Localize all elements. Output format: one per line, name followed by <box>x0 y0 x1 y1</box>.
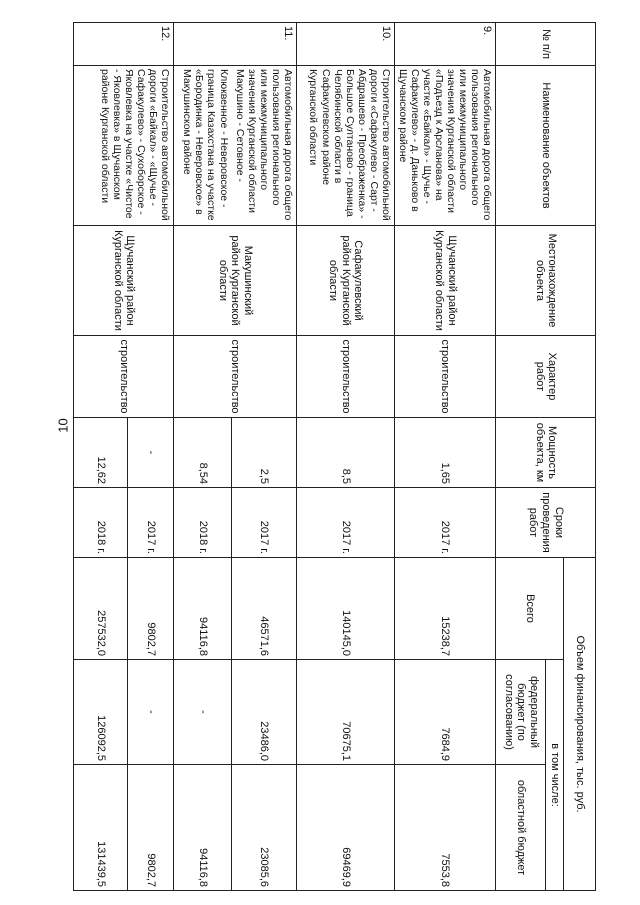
rotated-table-container <box>81 22 596 890</box>
row-regional-a: 23085,6 <box>232 765 297 891</box>
row-period-a: 2017 г. <box>128 488 174 558</box>
header-regional: областной бюджет <box>496 765 546 891</box>
row-period-b: 2018 г. <box>74 488 128 558</box>
row-location: Щучанский район Курганской области <box>74 226 174 336</box>
row-name: Автомобильная дорога общего пользования регионального или межмуниципального значения Курганской области «Подъезд к Арсланова» на участке «Байкал» - Щучье - Сафакулево» - д. Даньково в Щучанском районе <box>394 66 496 226</box>
header-financing: Объем финансирования, тыс. руб. <box>564 558 596 891</box>
row-period-a: 2017 г. <box>232 488 297 558</box>
row-total-b: 257532,0 <box>74 558 128 660</box>
row-period: 2017 г. <box>296 488 394 558</box>
row-work-type: строительство <box>296 336 394 418</box>
row-total-b: 94116,8 <box>174 558 232 660</box>
row-federal-a: 23486,0 <box>232 660 297 765</box>
row-federal-b: 126092,5 <box>74 660 128 765</box>
header-location: Местонахождение объекта <box>496 226 596 336</box>
row-total-a: 9802,7 <box>128 558 174 660</box>
page-number: 10 <box>55 418 71 433</box>
row-regional-b: 94116,8 <box>174 765 232 891</box>
header-period: Сроки проведения работ <box>496 488 596 558</box>
row-period: 2017 г. <box>394 488 496 558</box>
table-row <box>232 23 297 891</box>
header-work-type: Характер работ <box>496 336 596 418</box>
row-location: Щучанский район Курганской области <box>394 226 496 336</box>
row-num: 11. <box>174 23 297 66</box>
table-row <box>174 23 232 891</box>
row-location: Макушинский район Курганской области <box>174 226 297 336</box>
row-work-type: строительство <box>174 336 297 418</box>
row-capacity-a: 2,5 <box>232 418 297 488</box>
row-name: Строительство автомобильной дороги «Сафакулево - Сарт - Абдрашево - Преображенка» - Большое Султаново - граница Челябинской области в Сафакулевском районе Курганской области <box>296 66 394 226</box>
table-row <box>128 23 174 891</box>
row-capacity: 8,5 <box>296 418 394 488</box>
row-capacity-a: - <box>128 418 174 488</box>
row-regional-b: 131439,5 <box>74 765 128 891</box>
header-total: Всего <box>496 558 564 660</box>
row-name: Строительство автомобильной дороги «Байкал» - «Щучье - Сафакулево» - Сухоборское - Яковлевка на участке «Чистое - Яковлевка» в Щучанском районе Курганской области <box>74 66 174 226</box>
row-num: 9. <box>394 23 496 66</box>
row-regional-a: 9802,7 <box>128 765 174 891</box>
row-name-part-b: Клюквенное - Неверовское - граница Казахстана на участке «Бородинка - Неверовское» в Макушинском районе <box>174 66 232 226</box>
table-row <box>296 23 394 891</box>
row-federal: 70675,1 <box>296 660 394 765</box>
row-regional: 69469,9 <box>296 765 394 891</box>
row-federal-b: - <box>174 660 232 765</box>
row-location: Сафакулевский район Курганской области <box>296 226 394 336</box>
table-row <box>394 23 496 891</box>
financing-table <box>73 22 596 891</box>
row-num: 10. <box>296 23 394 66</box>
row-regional: 7553,8 <box>394 765 496 891</box>
header-including: в том числе: <box>546 660 564 891</box>
row-federal: 7684,9 <box>394 660 496 765</box>
header-num: № п/п <box>496 23 596 66</box>
row-capacity-b: 8,54 <box>174 418 232 488</box>
header-capacity: Мощность объекта, км <box>496 418 596 488</box>
row-total: 15238,7 <box>394 558 496 660</box>
row-total-a: 46571,6 <box>232 558 297 660</box>
row-work-type: строительство <box>394 336 496 418</box>
row-total: 140145,0 <box>296 558 394 660</box>
row-federal-a: - <box>128 660 174 765</box>
row-name-part-a: Автомобильная дорога общего пользования регионального или межмуниципального значения Курганской области Макушино - Сетовное - <box>232 66 297 226</box>
row-work-type: строительство <box>74 336 174 418</box>
header-row-1 <box>564 23 596 891</box>
table-wrapper <box>81 22 596 890</box>
row-capacity: 1,65 <box>394 418 496 488</box>
row-num: 12. <box>74 23 174 66</box>
header-federal: федеральный бюджет (по согласованию) <box>496 660 546 765</box>
row-period-b: 2018 г. <box>174 488 232 558</box>
header-name: Наименование объектов <box>496 66 596 226</box>
row-capacity-b: 12,62 <box>74 418 128 488</box>
